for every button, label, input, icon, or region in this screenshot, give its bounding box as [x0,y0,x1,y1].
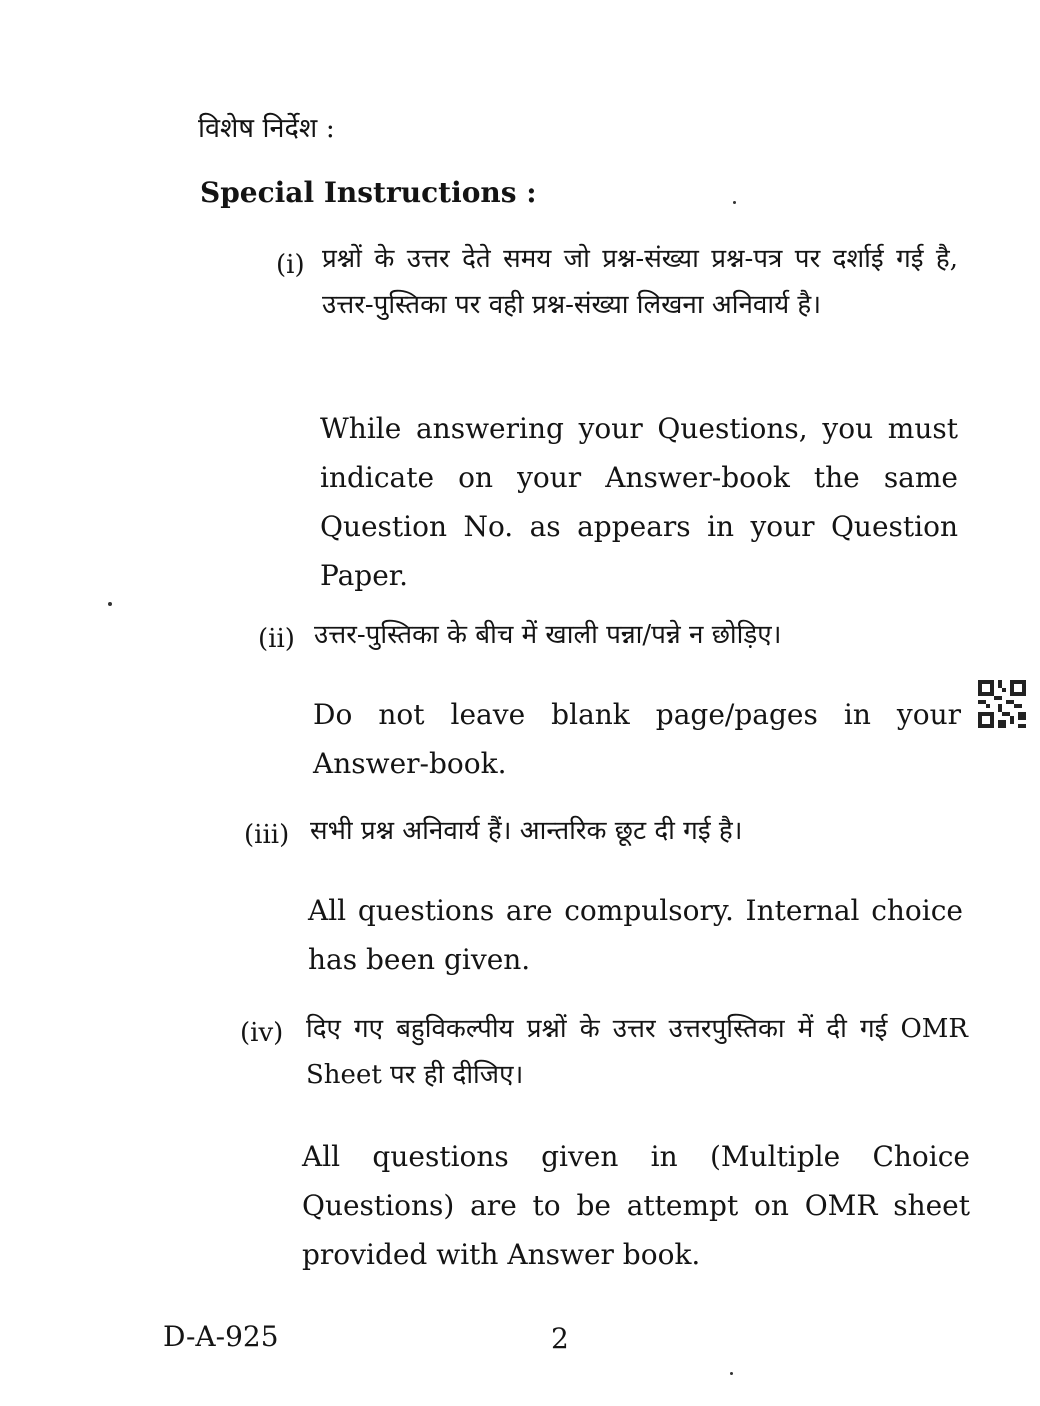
paper-code: D-A-925 [163,1320,279,1353]
instruction-3-hindi: सभी प्रश्न अनिवार्य हैं। आन्तरिक छूट दी गई है। [310,816,743,846]
instruction-3-english: All questions are compulsory. Internal choice has been given. [308,894,963,976]
instruction-4-english: All questions given in (Multiple Choice Questions) are to be attempt on OMR sheet provided with Answer book. [302,1140,970,1271]
scan-speck [730,1372,733,1375]
instruction-3-number: (iii) [244,820,290,850]
page-number: 2 [551,1322,569,1355]
instruction-4-number: (iv) [240,1018,284,1048]
instruction-2-number: (ii) [258,624,295,654]
qr-code-icon [978,680,1026,728]
instruction-2-hindi: उत्तर-पुस्तिका के बीच में खाली पन्ना/पन्ने न छोड़िए। [314,620,782,650]
instruction-4-hindi: दिए गए बहुविकल्पीय प्रश्नों के उत्तर उत्तरपुस्तिका में दी गई OMR Sheet पर ही दीजिए। [306,1014,968,1090]
english-heading: Special Instructions : [200,176,537,209]
instruction-1-english: While answering your Questions, you must indicate on your Answer-book the same Question No. as appears in your Question Paper. [320,412,958,592]
hindi-heading: विशेष निर्देश : [198,113,335,144]
instruction-1-number: (i) [276,250,305,280]
instruction-1-hindi: प्रश्नों के उत्तर देते समय जो प्रश्न-संख्या प्रश्न-पत्र पर दर्शाई गई है, उत्तर-पुस्तिका पर वही प्रश्न-संख्या लिखना अनिवार्य है। [322,244,958,320]
scan-speck [733,201,736,204]
instruction-2-english: Do not leave blank page/pages in your Answer-book. [313,698,961,780]
scan-speck [108,602,112,606]
